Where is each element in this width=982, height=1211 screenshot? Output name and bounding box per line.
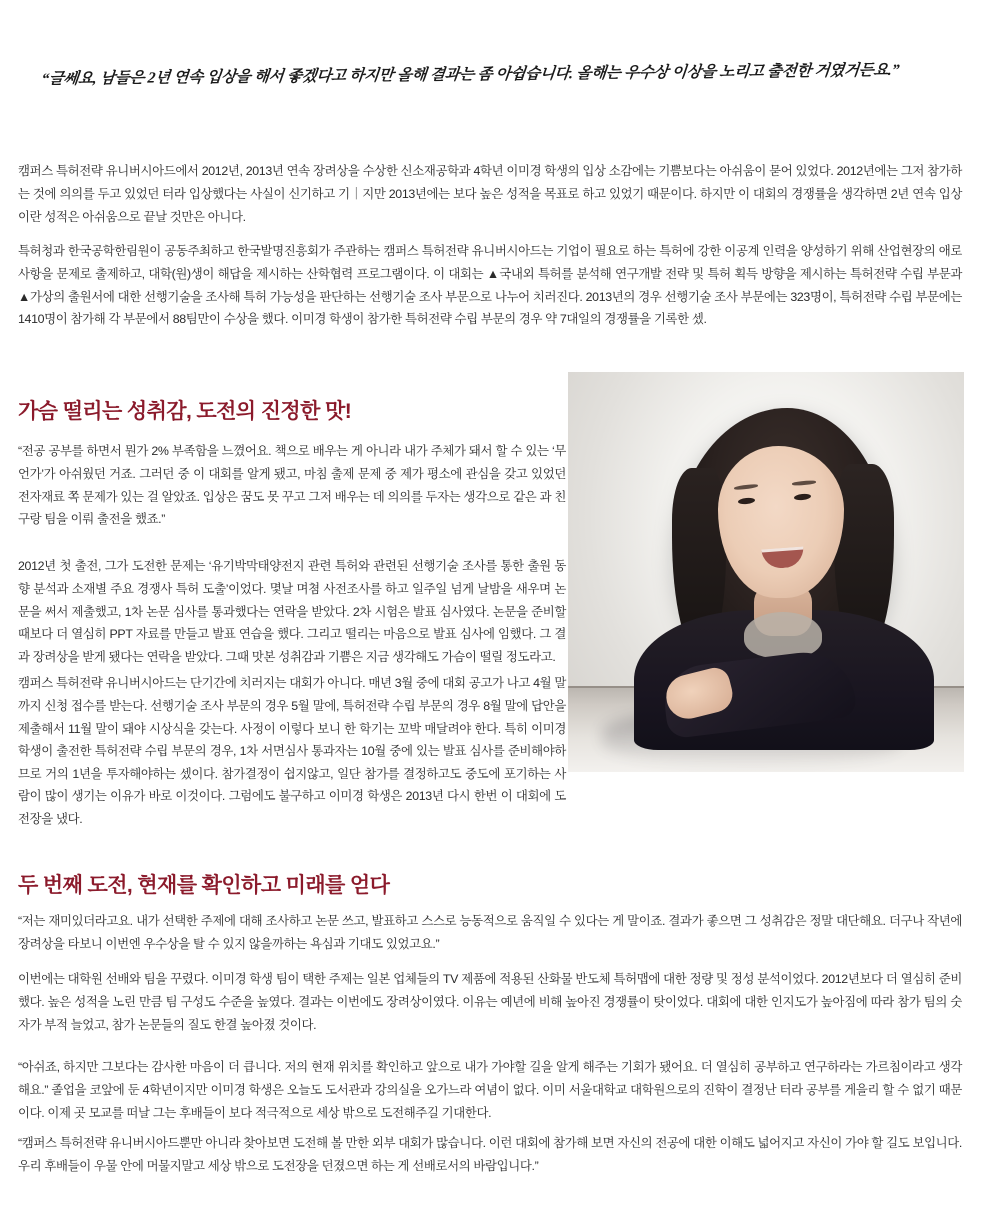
- section1-paragraph-2: 2012년 첫 출전, 그가 도전한 문제는 ‘유기박막태양전지 관련 특허와 관련된 선행기술 조사를 통한 출원 동향 분석과 소재별 주요 경쟁사 특허 도출’이었다. 몇날 며쳠 사전조사를 하고 일주일 넘게 날밤을 새우며 논문을 써서 제출했고, 1차 논문 심사를 통과했다는 연락을 받았다. 2차 시험은 발표 심사였다. 논문을 준비할 때보다 더 열심히 PPT 자료를 만들고 발표 연습을 했다. 그리고 떨리는 마음으로 발표 심사에 임했다. 그 결과 장려상을 받게 됐다는 연락을 받았다. 그때 맛본 성취감과 기쁨은 지금 생각해도 가슴이 떨릴 정도라고.: [18, 559, 566, 664]
- section2-paragraph-1: “저는 재미있더라고요. 내가 선택한 주제에 대해 조사하고 논문 쓰고, 발표하고 스스로 능동적으로 움직일 수 있다는 게 말이죠. 결과가 좋으면 그 성취감은 정말 대단해요. 더구나 작년에 장려상을 타보니 이번엔 우수상을 탈 수 있지 않을까하는 욕심과 기대도 있었고요.”: [18, 914, 962, 951]
- section1-paragraph-3: 캠퍼스 특허전략 유니버시아드는 단기간에 치러지는 대회가 아니다. 매년 3월 중에 대회 공고가 나고 4월 말까지 신청 접수를 받는다. 선행기술 조사 부문의 경우 5월 말에, 특허전략 수립 부문의 경우 8월 말에 답안을 제출해서 11월 말이 돼야 시상식을 갖는다. 사정이 이렇다 보니 한 학기는 꼬박 매달려야 한다. 특히 이미경 학생이 출전한 특허전략 수립 부문의 경우, 1차 서면심사 통과자는 10월 중에 있는 발표 심사를 준비해야하므로 거의 1년을 투자해야하는 셌이다. 참가결정이 쉽지않고, 일단 참가를 결정하고도 중도에 포기하는 사람이 많이 생기는 이유가 바로 이것이다. 그럼에도 불구하고 이미경 학생은 2013년 다시 한번 이 대회에 도전장을 냈다.: [18, 676, 566, 826]
- section-heading-2: 두 번째 도전, 현재를 확인하고 미래를 얻다: [18, 874, 390, 898]
- section-heading-1: 가슴 떨리는 성취감, 도전의 진정한 맛!: [18, 400, 352, 424]
- pull-quote: “글쎄요, 남들은 2년 연속 입상을 해서 좋겠다고 하지만 올해 결과는 좀 아쉽습니다. 올해는 우수상 이상을 노리고 출전한 거였거든요.”: [40, 61, 900, 88]
- section1-paragraph-1: “전공 공부를 하면서 뭔가 2% 부족함을 느꼈어요. 책으로 배우는 게 아니라 내가 주체가 돼서 할 수 있는 ‘무언가’가 아쉬웠던 거죠. 그러던 중 이 대회를 알게 됐고, 마침 출제 문제 중 제가 평소에 관심을 갖고 있었던 전자재료 쪽 문제가 있는 걸 알았죠. 입상은 꿈도 못 꾸고 그저 배우는 데 의의를 두자는 생각으로 같은 과 친구랑 팀을 이뤄 출전을 했죠.”: [18, 444, 566, 527]
- intro-paragraph-1: 캠퍼스 특허전략 유니버시아드에서 2012년, 2013년 연속 장려상을 수상한 신소재공학과 4학년 이미경 학생의 입상 소감에는 기쁨보다는 아쉬움이 묻어 있었다. 2012년에는 그저 참가하는 것에 의의를 두고 있었던 터라 입상했다는 사실이 신기하고 기｜지만 2013년에는 보다 높은 성적을 목표로 하고 있었기 때문이다. 하지만 이 대회의 경쟁률을 생각하면 2년 연속 입상이란 성적은 아쉬움으로 끝날 것만은 아니다.: [18, 164, 962, 224]
- photo-collar: [744, 612, 822, 658]
- section2-paragraph-4: “캠퍼스 특허전략 유니버시아드뿐만 아니라 찾아보면 도전해 볼 만한 외부 대회가 많습니다. 이런 대회에 참가해 보면 자신의 전공에 대한 이해도 넓어지고 자신이 가야 할 길도 보입니다. 우리 후배들이 우물 안에 머물지말고 세상 밖으로 도전장을 던졌으면 하는 게 선배로서의 바람입니다.”: [18, 1136, 963, 1173]
- section2-paragraph-2: 이번에는 대학원 선배와 팀을 꾸렸다. 이미경 학생 팀이 택한 주제는 일본 업체들의 TV 제품에 적용된 산화물 반도체 특허맵에 대한 정량 및 정성 분석이었다. 2012년보다 더 열심히 준비했다. 높은 성적을 노린 만큼 팀 구성도 수준을 높였다. 결과는 이번에도 장려상이였다. 이유는 예년에 비해 높아진 경쟁률이 탓이었다. 대회에 대한 인지도가 높아짐에 따라 참가 팀의 숫자가 부적 늘었고, 참가 논문들의 질도 한결 높아졌 것이다.: [18, 972, 962, 1032]
- section2-paragraph-3: “아쉬죠, 하지만 그보다는 감사한 마음이 더 큽니다. 저의 현재 위치를 확인하고 앞으로 내가 가야할 길을 알게 해주는 기회가 됐어요. 더 열심히 공부하고 연구하라는 가르침이라고 생각해요.” 졸업을 코앞에 둔 4학년이지만 이미경 학생은 오늘도 도서관과 강의실을 오가느라 여념이 없다. 이미 서울대학교 대학원으로의 진학이 결정난 터라 공부를 게을리 할 수 없기 때문이다. 이제 곳 모교를 떠날 그는 후배들이 보다 적극적으로 세상 밖으로 도전해주길 기대한다.: [18, 1060, 962, 1120]
- interview-photo: [568, 372, 964, 772]
- intro-paragraph-2: 특허청과 한국공학한림원이 공동주최하고 한국발명진흥회가 주관하는 캠퍼스 특허전략 유니버시아드는 기업이 필요로 하는 특허에 강한 이공계 인력을 양성하기 위해 산업현장의 애로사항을 문제로 출제하고, 대학(원)생이 해답을 제시하는 산학협력 프로그램이다. 이 대회는 ▲국내외 특허를 분석해 연구개발 전략 및 특허 획득 방향을 제시하는 특허전략 수립 부문과 ▲가상의 출원서에 대한 선행기술을 조사해 특허 가능성을 판단하는 선행기술 조사 부문으로 나누어 치러진다. 2013년의 경우 선행기술 조사 부문에는 323명이, 특허전략 수립 부문에는 1410명이 참가해 각 부문에서 88팀만이 수상을 했다. 이미경 학생이 참가한 특허전략 수립 부문의 경우 약 7대일의 경쟁률을 기록한 셌.: [18, 244, 962, 327]
